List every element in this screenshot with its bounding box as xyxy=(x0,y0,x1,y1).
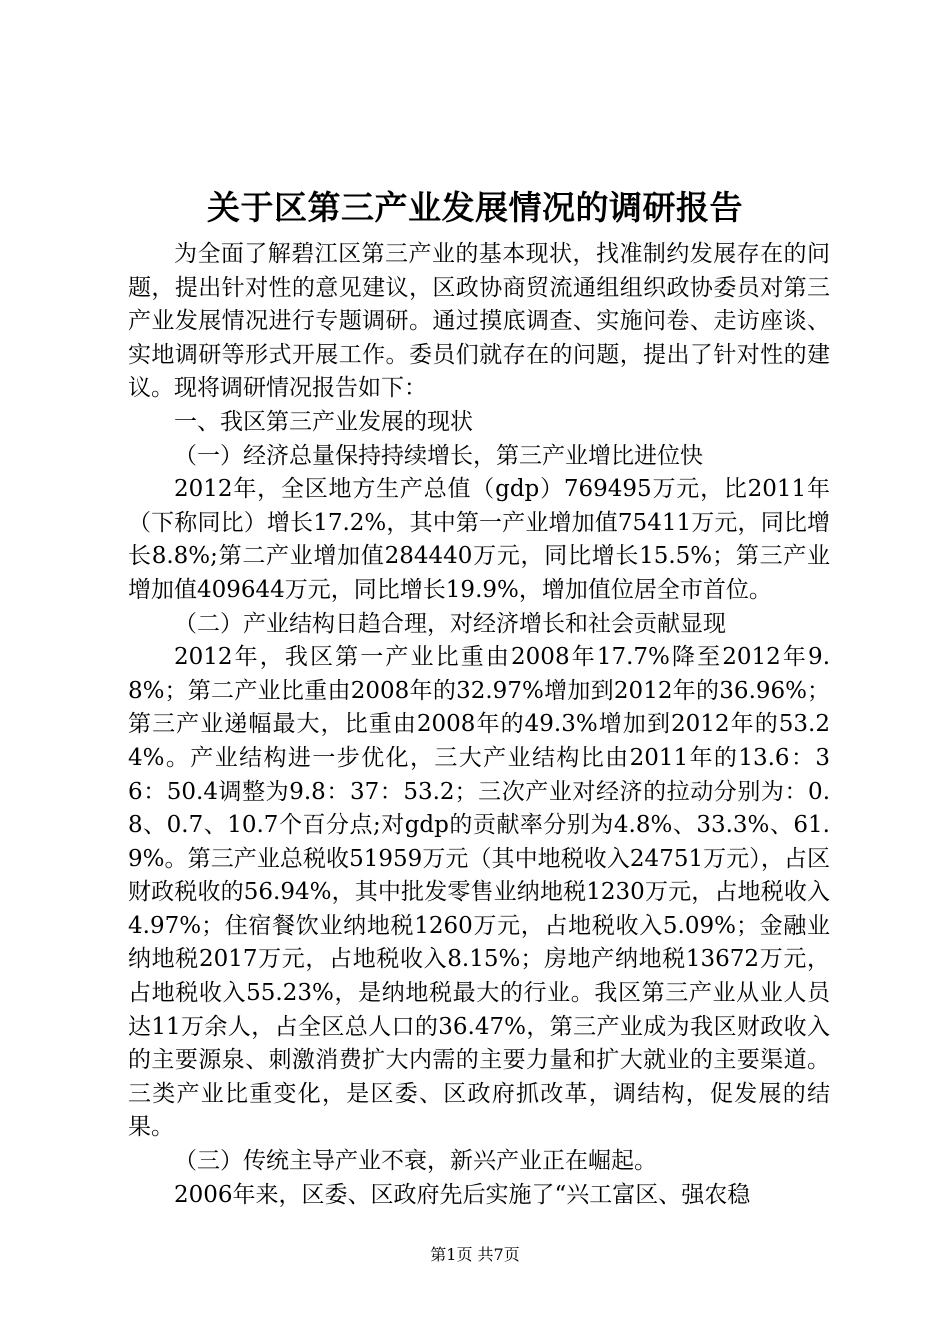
subsection-heading-1: （一）经济总量保持持续增长，第三产业增比进位快 xyxy=(174,442,703,469)
page-footer: 第1页 共7页 xyxy=(430,1245,520,1264)
paragraph-economy: 2012年，全区地方生产总值（gdp）769495万元，比2011年（下称同比）增长17.2%，其中第一产业增加值75411万元，同比增长8.8%;第二产业增加值284440万元，同比增长15.5%；第三产业增加值409644万元，同比增长19.9%，增加值位居全市首位。 xyxy=(128,476,830,603)
paragraph-industries: 2006年来，区委、区政府先后实施了“兴工富区、强农稳 xyxy=(174,1181,751,1208)
paragraph-structure: 2012年，我区第一产业比重由2008年17.7%降至2012年9.8%；第二产业比重由2008年的32.97%增加到2012年的36.96%；第三产业递幅最大，比重由2008年的49.3%增加到2012年的53.24%。产业结构进一步优化，三大产业结构比由2011年的13.6：36：50.4调整为9.8：37：53.2；三次产业对经济的拉动分别为：0.8、0.7、10.7个百分点;对gdp的贡献率分别为4.8%、33.3%、61.9%。第三产业总税收51959万元（其中地税收入24751万元），占区财政税收的56.94%，其中批发零售业纳地税1230万元，占地税收入4.97%；住宿餐饮业纳地税1260万元，占地税收入5.09%；金融业纳地税2017万元，占地税收入8.15%；房地产纳地税13672万元，占地税收入55.23%，是纳地税最大的行业。我区第三产业从业人员达11万余人，占全区总人口的36.47%，第三产业成为我区财政收入的主要源泉、刺激消费扩大内需的主要力量和扩大就业的主要渠道。三类产业比重变化，是区委、区政府抓改革，调结构，促发展的结果。 xyxy=(128,644,830,1141)
section-heading-1: 一、我区第三产业发展的现状 xyxy=(174,408,473,435)
document-body xyxy=(128,238,830,1212)
subsection-heading-2: （二）产业结构日趋合理，对经济增长和社会贡献显现 xyxy=(174,610,726,637)
subsection-heading-3: （三）传统主导产业不衰，新兴产业正在崛起。 xyxy=(174,1148,657,1175)
paragraph-intro: 为全面了解碧江区第三产业的基本现状，找准制约发展存在的问题，提出针对性的意见建议，区政协商贸流通组组织政协委员对第三产业发展情况进行专题调研。通过摸底调查、实施问卷、走访座谈、实地调研等形式开展工作。委员们就存在的问题，提出了针对性的建议。现将调研情况报告如下： xyxy=(128,241,830,402)
document-title: 关于区第三产业发展情况的调研报告 xyxy=(207,188,743,227)
